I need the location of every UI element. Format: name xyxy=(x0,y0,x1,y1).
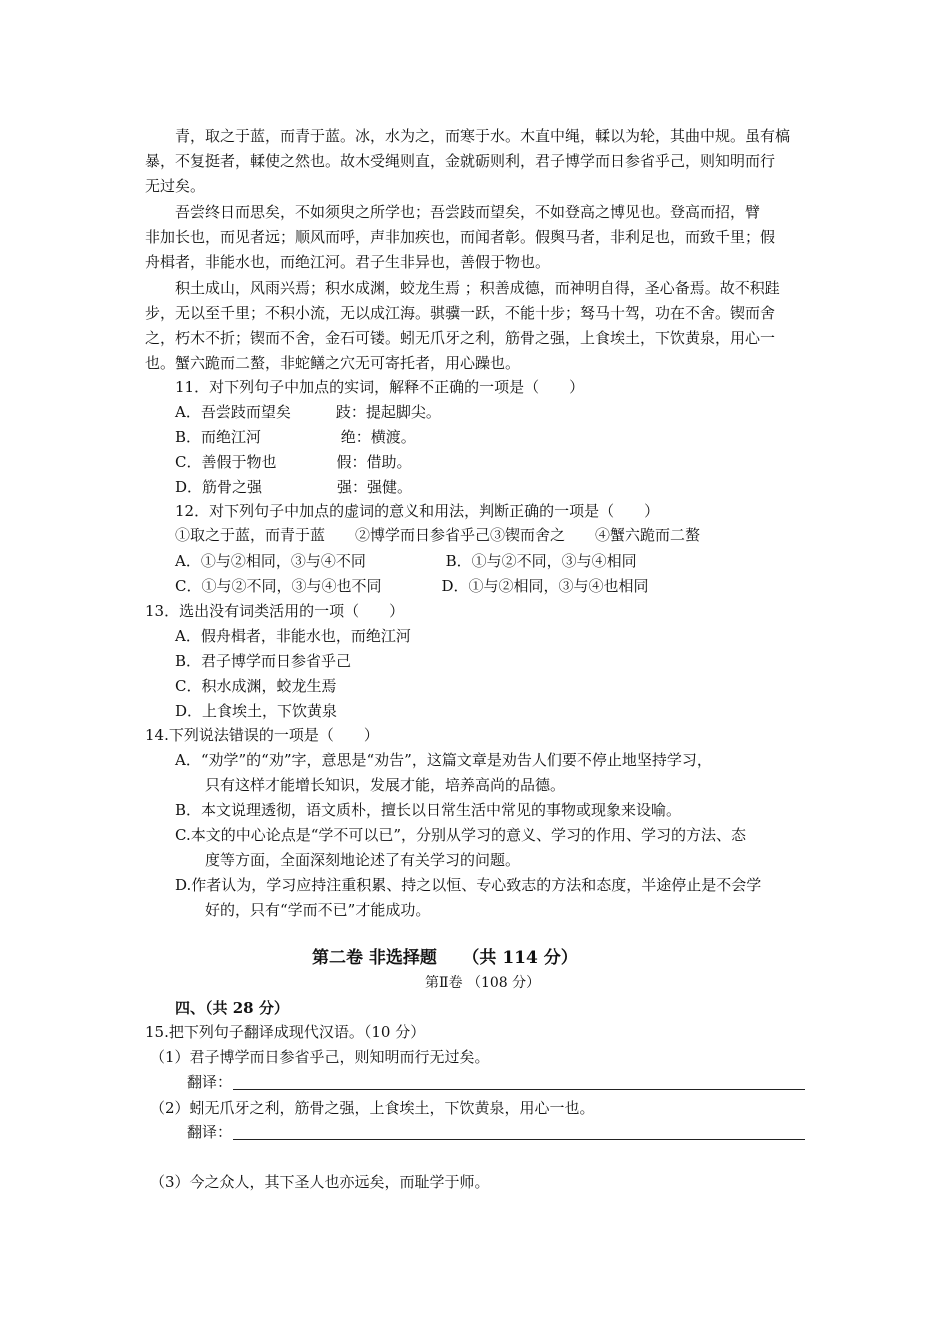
passage-line: 也。蟹六跪而二螯，非蛇鳝之穴无可寄托者，用心躁也。 xyxy=(145,354,521,372)
passage-line: 青，取之于蓝，而青于蓝。冰，水为之，而寒于水。木直中绳，輮以为轮，其曲中规。虽有槁 xyxy=(175,127,791,145)
passage-line: 步，无以至千里；不积小流，无以成江海。骐骥一跃，不能十步；驽马十驾，功在不舍。锲而舍 xyxy=(145,304,776,322)
translation-label-1: 翻译： xyxy=(187,1073,233,1091)
question-11-option-d: D．筋骨之强 强：强健。 xyxy=(175,478,413,496)
question-13-option-b: B．君子博学而日参省乎己 xyxy=(175,652,352,670)
question-13-option-c: C．积水成渊，蛟龙生焉 xyxy=(175,677,337,695)
passage-line: 无过矣。 xyxy=(145,177,206,195)
question-12-options-cd: C．①与②不同，③与④也不同 D．①与②相同，③与④也相同 xyxy=(175,577,649,595)
question-15-stem: 15.把下列句子翻译成现代汉语。（10 分） xyxy=(145,1023,426,1041)
answer-line-1[interactable] xyxy=(233,1089,805,1090)
question-14-option-b: B．本文说理透彻，语文质朴，擅长以日常生活中常见的事物或现象来设喻。 xyxy=(175,801,682,819)
question-14-option-d-cont: 好的，只有“学而不已”才能成功。 xyxy=(205,901,431,919)
passage-line: 暴，不复挺者，輮使之然也。故木受绳则直，金就砺则利，君子博学而日参省乎己，则知明而行 xyxy=(145,152,776,170)
translation-label-2: 翻译： xyxy=(187,1123,233,1141)
question-13-stem: 13．选出没有词类活用的一项（ ） xyxy=(145,602,405,620)
question-14-stem: 14.下列说法错误的一项是（ ） xyxy=(145,726,379,744)
passage-line: 舟楫者，非能水也，而绝江河。君子生非异也，善假于物也。 xyxy=(145,253,551,271)
translation-sentence-1: （1）君子博学而日参省乎己，则知明而行无过矣。 xyxy=(150,1048,490,1066)
question-12-stem: 12．对下列句子中加点的虚词的意义和用法，判断正确的一项是（ ） xyxy=(175,502,660,520)
question-13-option-a: A．假舟楫者，非能水也，而绝江河 xyxy=(175,627,411,645)
question-14-option-d: D.作者认为，学习应持注重积累、持之以恒、专心致志的方法和态度，半途停止是不会学 xyxy=(175,876,762,894)
question-11-option-a: A．吾尝跂而望矣 跂：提起脚尖。 xyxy=(175,403,441,421)
question-14-option-a: A．“劝学”的“劝”字，意思是“劝告”，这篇文章是劝告人们要不停止地坚持学习， xyxy=(175,751,712,769)
question-11-stem: 11．对下列句子中加点的实词，解释不正确的一项是（ ） xyxy=(175,378,585,396)
question-11-option-c: C．善假于物也 假：借助。 xyxy=(175,453,412,471)
passage-line: 之，朽木不折；锲而不舍，金石可镂。蚓无爪牙之利，筋骨之强，上食埃土，下饮黄泉，用心一 xyxy=(145,329,776,347)
question-14-option-c-cont: 度等方面，全面深刻地论述了有关学习的问题。 xyxy=(205,851,521,869)
passage-line: 积土成山，风雨兴焉；积水成渊，蛟龙生焉 ；积善成德，而神明自得，圣心备焉。故不积跬 xyxy=(175,279,780,297)
translation-sentence-3: （3）今之众人，其下圣人也亦远矣，而耻学于师。 xyxy=(150,1173,490,1191)
section-2-title: 第二卷 非选择题 （共 114 分） xyxy=(312,948,578,968)
part-4-heading: 四、（共 28 分） xyxy=(175,999,289,1017)
question-13-option-d: D．上食埃土，下饮黄泉 xyxy=(175,702,338,720)
passage-line: 吾尝终日而思矣，不如须臾之所学也；吾尝跂而望矣，不如登高之博见也。登高而招，臂 xyxy=(175,203,761,221)
question-14-option-a-cont: 只有这样才能增长知识，发展才能，培养高尚的品德。 xyxy=(205,776,566,794)
question-14-option-c: C.本文的中心论点是“学不可以已”，分别从学习的意义、学习的作用、学习的方法、态 xyxy=(175,826,747,844)
question-12-options-ab: A．①与②相同，③与④不同 B．①与②不同，③与④相同 xyxy=(175,552,637,570)
passage-line: 非加长也，而见者远；顺风而呼，声非加疾也，而闻者彰。假舆马者，非利足也，而致千里；假 xyxy=(145,228,776,246)
answer-line-2[interactable] xyxy=(233,1139,805,1140)
section-2-subtitle: 第Ⅱ卷 （108 分） xyxy=(425,975,541,991)
question-12-items: ①取之于蓝，而青于蓝 ②博学而日参省乎己③锲而舍之 ④蟹六跪而二螯 xyxy=(175,526,701,544)
question-11-option-b: B．而绝江河 绝：横渡。 xyxy=(175,428,416,446)
translation-sentence-2: （2）蚓无爪牙之利，筋骨之强，上食埃土，下饮黄泉，用心一也。 xyxy=(150,1099,595,1117)
